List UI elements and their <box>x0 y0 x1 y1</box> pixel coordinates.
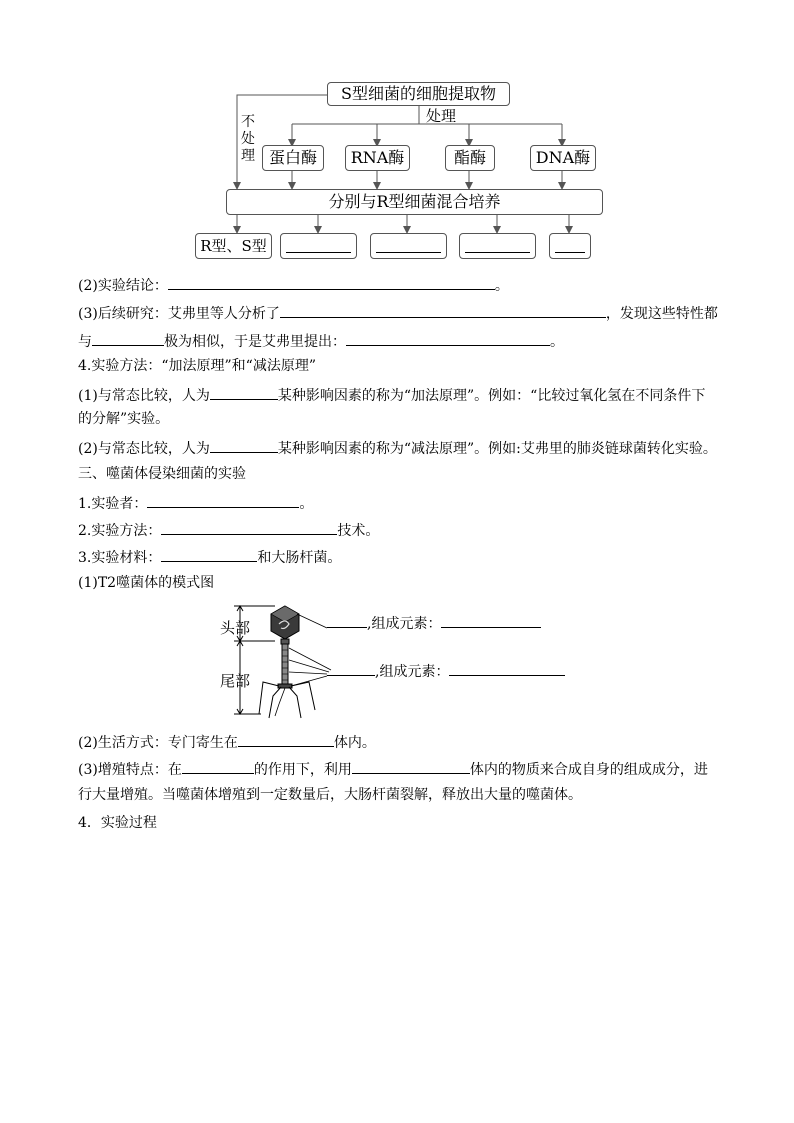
result-box-2 <box>280 233 357 259</box>
fill-blank[interactable] <box>327 660 375 676</box>
line-experimenter <box>78 492 313 514</box>
label-text: 4．实验过程 <box>78 815 157 831</box>
fill-blank[interactable] <box>441 612 541 628</box>
label-text: (3)后续研究：艾弗里等人分析了 <box>78 306 280 322</box>
line-procedure-heading <box>78 813 157 833</box>
process-label: 处理 <box>426 107 457 125</box>
fill-blank[interactable] <box>161 519 337 535</box>
label-text: 1.实验者： <box>78 496 148 512</box>
label-text: 4.实验方法：“加法原理”和“减法原理” <box>78 358 316 374</box>
tail-label: 尾部 <box>220 672 251 690</box>
label-text: (2)生活方式：专门寄生在 <box>78 735 238 751</box>
line-life-mode <box>78 731 376 753</box>
line-follow-up <box>78 302 718 324</box>
label-text: 。 <box>299 496 314 512</box>
fill-blank[interactable] <box>182 758 254 774</box>
line-materials <box>78 546 341 568</box>
fill-blank[interactable] <box>92 330 164 346</box>
line-technique <box>78 519 379 541</box>
label-text: 与 <box>78 334 92 350</box>
line-addition-principle <box>78 384 705 406</box>
label-text: 三、噬菌体侵染细菌的实验 <box>78 466 246 482</box>
label-text: 技术。 <box>337 523 380 539</box>
fill-blank[interactable] <box>210 384 278 400</box>
fill-blank[interactable] <box>449 660 565 676</box>
enzyme-box-dnase: DNA酶 <box>530 145 596 171</box>
label-text: (1)T2噬菌体的模式图 <box>78 575 215 591</box>
source-extract-box: S型细菌的细胞提取物 <box>327 82 510 106</box>
label-text: 行大量增殖。当噬菌体增殖到一定数量后，大肠杆菌裂解，释放出大量的噬菌体。 <box>78 787 582 803</box>
label-text: ,组成元素： <box>367 616 442 632</box>
fill-blank[interactable] <box>210 437 278 453</box>
line-proliferation-2 <box>78 785 582 805</box>
result-box-3 <box>370 233 447 259</box>
line-conclusion <box>78 274 509 296</box>
no-process-label: 不处理 <box>241 114 255 164</box>
label-text: ，发现这些特性都 <box>605 306 718 322</box>
tail-composition-line <box>327 660 565 681</box>
fill-blank[interactable] <box>168 274 495 290</box>
head-label: 头部 <box>220 619 251 637</box>
head-composition-line <box>327 612 541 633</box>
label-text: (3)增殖特点：在 <box>78 762 182 778</box>
label-text: 某种影响因素的称为“加法原理”。例如：“比较过氧化氢在不同条件下 <box>277 388 706 404</box>
label-text: 体内的物质来合成自身的组成成分，进 <box>469 762 708 778</box>
label-text: 和大肠杆菌。 <box>257 550 342 566</box>
line-addition-principle-2 <box>78 409 169 429</box>
label-text: 某种影响因素的称为“减法原理”。例如:艾弗里的肺炎链球菌转化实验。 <box>277 441 717 457</box>
mix-culture-box: 分别与R型细菌混合培养 <box>226 189 603 215</box>
label-text: 。 <box>550 334 564 350</box>
enzyme-box-protease: 蛋白酶 <box>262 145 324 171</box>
enzyme-box-rnase: RNA酶 <box>345 145 410 171</box>
result-box-4 <box>459 233 536 259</box>
fill-blank[interactable] <box>161 546 257 562</box>
result-box-5 <box>549 233 591 259</box>
line-follow-up-2 <box>78 330 564 352</box>
label-text: ,组成元素： <box>375 664 450 680</box>
fill-blank[interactable] <box>238 731 334 747</box>
enzyme-box-esterase: 酯酶 <box>445 145 495 171</box>
label-text: 2.实验方法： <box>78 523 162 539</box>
diagram-connectors <box>0 0 794 270</box>
fill-blank[interactable] <box>327 612 367 628</box>
line-method-heading <box>78 356 316 376</box>
label-text: 极为相似，于是艾弗里提出： <box>164 334 346 350</box>
fill-blank[interactable] <box>346 330 550 346</box>
fill-blank[interactable] <box>280 302 606 318</box>
label-text: 体内。 <box>333 735 376 751</box>
line-proliferation <box>78 758 708 780</box>
section-heading-phage <box>78 464 246 484</box>
fill-blank[interactable] <box>352 758 470 774</box>
label-text: 的作用下，利用 <box>253 762 352 778</box>
label-text: (2)实验结论： <box>78 278 168 294</box>
line-phage-figure-caption <box>78 573 214 593</box>
experiment-flow-diagram <box>0 0 794 270</box>
result-box-1: R型、S型 <box>195 233 272 259</box>
fill-blank[interactable] <box>147 492 299 508</box>
label-text: (2)与常态比较，人为 <box>78 441 210 457</box>
label-text: 。 <box>494 278 509 294</box>
t2-phage-figure <box>215 600 605 722</box>
label-text: 3.实验材料： <box>78 550 162 566</box>
label-text: (1)与常态比较，人为 <box>78 388 210 404</box>
label-text: 的分解”实验。 <box>78 411 170 427</box>
line-subtraction-principle <box>78 437 717 459</box>
